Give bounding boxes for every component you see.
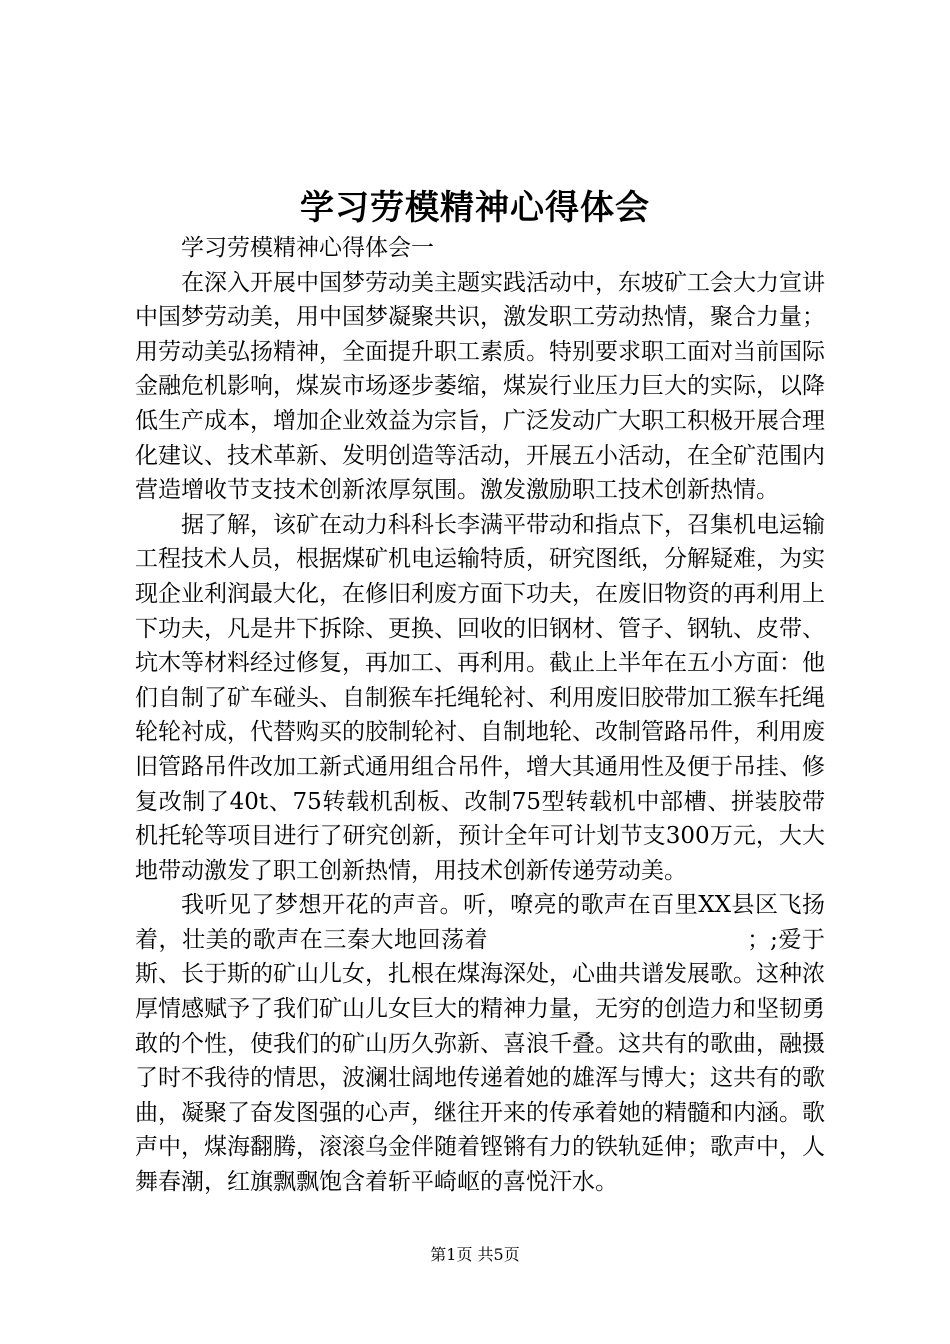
paragraph-subtitle: 学习劳模精神心得体会一 bbox=[181, 235, 434, 261]
document-body bbox=[135, 231, 825, 1200]
paragraph-1: 在深入开展中国梦劳动美主题实践活动中，东坡矿工会大力宣讲中国梦劳动美，用中国梦凝聚共识，激发职工劳动热情，聚合力量；用劳动美弘扬精神，全面提升职工素质。特别要求职工面对当前国际金融危机影响，煤炭市场逐步萎缩，煤炭行业压力巨大的实际，以降低生产成本，增加企业效益为宗旨，广泛发动广大职工积极开展合理化建议、技术革新、发明创造等活动，开展五小活动，在全矿范围内营造增收节支技术创新浓厚氛围。激发激励职工技术创新热情。 bbox=[135, 269, 825, 504]
document-title: 学习劳模精神心得体会 bbox=[300, 188, 650, 228]
paragraph-3: 我听见了梦想开花的声音。听，嘹亮的歌声在百里XX县区飞扬着，壮美的歌声在三秦大地回荡着 ；;爱于斯、长于斯的矿山儿女，扎根在煤海深处，心曲共谱发展歌。这种浓厚情感赋予了我们矿山儿女巨大的精神力量，无穷的创造力和坚韧勇敢的个性，使我们的矿山历久弥新、喜浪千叠。这共有的歌曲，融摄了时不我待的情思，波澜壮阔地传递着她的雄浑与博大；这共有的歌曲，凝聚了奋发图强的心声，继往开来的传承着她的精髓和内涵。歌声中，煤海翻腾，滚滚乌金伴随着铿锵有力的铁轨延伸；歌声中，人舞春潮，红旗飘飘饱含着斩平崎岖的喜悦汗水。 bbox=[135, 892, 825, 1196]
page-footer: 第1页 共5页 bbox=[430, 1245, 520, 1264]
paragraph-2: 据了解，该矿在动力科科长李满平带动和指点下，召集机电运输工程技术人员，根据煤矿机电运输特质，研究图纸，分解疑难，为实现企业利润最大化，在修旧利废方面下功夫，在废旧物资的再利用上下功夫，凡是井下拆除、更换、回收的旧钢材、管子、钢轨、皮带、坑木等材料经过修复，再加工、再利用。截止上半年在五小方面：他们自制了矿车碰头、自制猴车托绳轮衬、利用废旧胶带加工猴车托绳轮轮衬成，代替购买的胶制轮衬、自制地轮、改制管路吊件，利用废旧管路吊件改加工新式通用组合吊件，增大其通用性及便于吊挂、修复改制了40t、75转载机刮板、改制75型转载机中部槽、拼装胶带机托轮等项目进行了研究创新，预计全年可计划节支300万元，大大地带动激发了职工创新热情，用技术创新传递劳动美。 bbox=[135, 511, 825, 884]
